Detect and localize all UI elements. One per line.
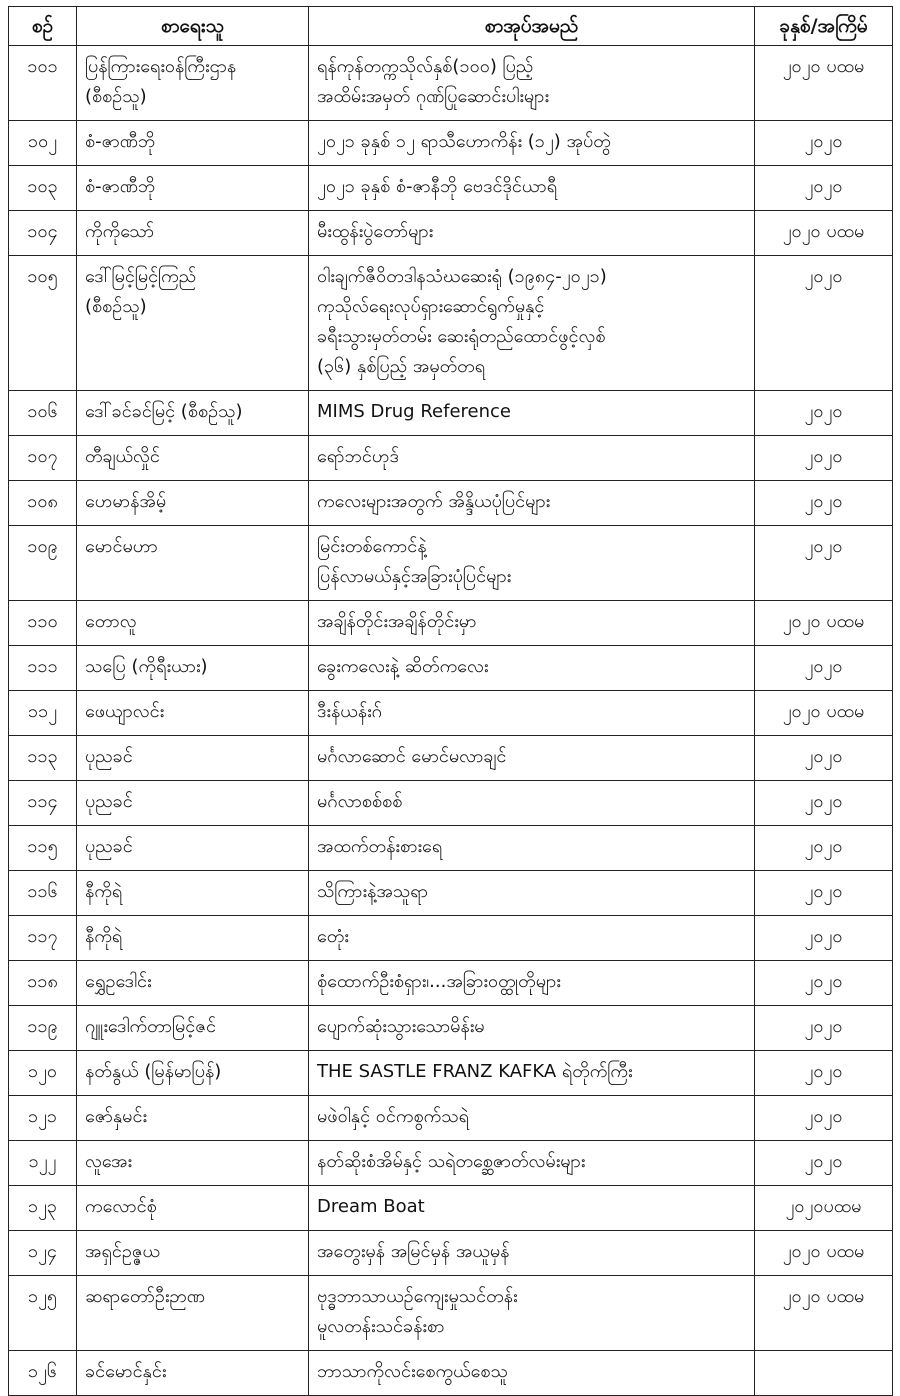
author-cell bbox=[77, 1276, 309, 1351]
row-number: ၁၁၂ bbox=[9, 691, 77, 736]
title-line: နတ်ဆိုးစံအိမ်နှင့် သရဲတစ္ဆေဇာတ်လမ်းများ bbox=[317, 1151, 586, 1172]
author-cell bbox=[77, 121, 309, 166]
year-cell: ၂၀၂၀ bbox=[755, 256, 893, 391]
row-number: ၁၂၁ bbox=[9, 1096, 77, 1141]
year-cell: ၂၀၂၀ ပထမ bbox=[755, 601, 893, 646]
title-line: ဝါးချက်ဇီဝိတဒါနသံဃဆေးရုံ (၁၉၈၄-၂၀၂၁) bbox=[317, 266, 607, 287]
author-line: ပုညခင် bbox=[85, 791, 133, 812]
title-line: ၂၀၂၁ ခုနှစ် စံ-ဇာနီဘို ဗေဒင်ဒိုင်ယာရီ bbox=[317, 176, 558, 197]
title-cell bbox=[309, 1096, 755, 1141]
title-line: (၃၆) နှစ်ပြည့် အမှတ်တရ bbox=[317, 356, 486, 377]
author-cell bbox=[77, 916, 309, 961]
author-line: ကိုကိုသော် bbox=[85, 221, 155, 242]
table-row bbox=[9, 1186, 893, 1231]
row-number: ၁၂၄ bbox=[9, 1231, 77, 1276]
title-line: တေုံး bbox=[317, 926, 349, 947]
title-cell bbox=[309, 436, 755, 481]
year-cell: ၂၀၂၀ ပထမ bbox=[755, 1231, 893, 1276]
title-cell bbox=[309, 646, 755, 691]
year-cell: ၂၀၂၀ bbox=[755, 391, 893, 436]
title-line: မဖဲဝါနှင့် ဝင်ကစွက်သရဲ bbox=[317, 1106, 469, 1127]
title-line: ကုသိုလ်ရေးလုပ်ရှားဆောင်ရွက်မှုနှင့် bbox=[317, 296, 545, 317]
author-line: ကလောင်စုံ bbox=[85, 1196, 157, 1217]
author-cell bbox=[77, 1006, 309, 1051]
title-cell bbox=[309, 211, 755, 256]
title-line: ကလေးများအတွက် အိန္ဒိယပုံပြင်များ bbox=[317, 491, 551, 512]
title-line: ခရီးသွားမှတ်တမ်း ဆေးရုံတည်ထောင်ဖွင့်လှစ် bbox=[317, 326, 606, 347]
author-cell bbox=[77, 1186, 309, 1231]
title-cell bbox=[309, 1141, 755, 1186]
title-line: မီးထွန်းပွဲတော်များ bbox=[317, 221, 434, 242]
author-line: လူအေး bbox=[85, 1151, 133, 1172]
table-row bbox=[9, 481, 893, 526]
row-number: ၁၁၉ bbox=[9, 1006, 77, 1051]
title-cell bbox=[309, 601, 755, 646]
table-row bbox=[9, 1051, 893, 1096]
header-row bbox=[9, 7, 893, 46]
row-number: ၁၀၈ bbox=[9, 481, 77, 526]
table-row bbox=[9, 1231, 893, 1276]
table-row bbox=[9, 211, 893, 256]
year-cell: ၂၀၂၀ပထမ bbox=[755, 1186, 893, 1231]
title-cell bbox=[309, 1051, 755, 1096]
title-line: အတွေးမှန် အမြင်မှန် အယူမှန် bbox=[317, 1241, 510, 1262]
row-number: ၁၁၄ bbox=[9, 781, 77, 826]
title-line: ပြန်လာမယ်နှင့်အခြားပုံပြင်များ bbox=[317, 566, 512, 587]
author-cell bbox=[77, 391, 309, 436]
title-cell bbox=[309, 1351, 755, 1396]
title-cell bbox=[309, 736, 755, 781]
author-cell bbox=[77, 646, 309, 691]
author-line: နီကိုရဲ bbox=[85, 926, 123, 947]
title-line: ဘာသာကိုလင်းစေကွယ်စေသူ bbox=[317, 1361, 508, 1382]
year-cell: ၂၀၂၀ ပထမ bbox=[755, 211, 893, 256]
year-cell: ၂၀၂၀ bbox=[755, 736, 893, 781]
title-line: Dream Boat bbox=[317, 1196, 425, 1217]
author-cell bbox=[77, 1141, 309, 1186]
row-number: ၁၁၁ bbox=[9, 646, 77, 691]
header-year: ခုနှစ်/အကြိမ် bbox=[755, 7, 893, 46]
table-row bbox=[9, 826, 893, 871]
row-number: ၁၁၆ bbox=[9, 871, 77, 916]
author-cell bbox=[77, 481, 309, 526]
table-row bbox=[9, 436, 893, 481]
row-number: ၁၀၁ bbox=[9, 46, 77, 121]
title-line: မြင်းတစ်ကောင်နဲ့ bbox=[317, 536, 427, 557]
title-cell bbox=[309, 1186, 755, 1231]
title-line: သိကြားနဲ့အသူရာ bbox=[317, 881, 428, 902]
year-cell: ၂၀၂၀ bbox=[755, 916, 893, 961]
table-row bbox=[9, 256, 893, 391]
title-cell bbox=[309, 481, 755, 526]
year-cell: ၂၀၂၀ bbox=[755, 121, 893, 166]
table-row bbox=[9, 691, 893, 736]
author-line: ဇော်နှမင်း bbox=[85, 1106, 148, 1127]
author-line: ဆရာတော်ဦးဉာဏ bbox=[85, 1286, 205, 1307]
row-number: ၁၂၆ bbox=[9, 1351, 77, 1396]
title-line: အထက်တန်းစားရေ bbox=[317, 836, 443, 857]
title-cell bbox=[309, 871, 755, 916]
author-line: သပြေ (ကိုရီးယား) bbox=[85, 656, 208, 677]
table-row bbox=[9, 781, 893, 826]
title-line: ၂၀၂၁ ခုနှစ် ၁၂ ရာသီဟောကိန်း (၁၂) အုပ်တွဲ bbox=[317, 131, 611, 152]
author-line: ဒေါ်မြင့်မြင့်ကြည် bbox=[85, 266, 197, 287]
year-cell: ၂၀၂၀ bbox=[755, 826, 893, 871]
year-cell: ၂၀၂၀ bbox=[755, 1141, 893, 1186]
title-line: MIMS Drug Reference bbox=[317, 401, 511, 422]
year-cell: ၂၀၂၀ bbox=[755, 436, 893, 481]
table-row bbox=[9, 526, 893, 601]
year-cell: ၂၀၂၀ ပထမ bbox=[755, 46, 893, 121]
author-cell bbox=[77, 601, 309, 646]
author-cell bbox=[77, 46, 309, 121]
author-line: ပြန်ကြားရေးဝန်ကြီးဌာန bbox=[85, 56, 237, 77]
row-number: ၁၀၃ bbox=[9, 166, 77, 211]
title-line: အချိန်တိုင်းအချိန်တိုင်းမှာ bbox=[317, 611, 477, 632]
author-line: ခင်မောင်နှင်း bbox=[85, 1361, 167, 1382]
title-cell bbox=[309, 961, 755, 1006]
year-cell: ၂၀၂၀ ပထမ bbox=[755, 691, 893, 736]
year-cell: ၂၀၂၀ bbox=[755, 481, 893, 526]
author-line: (စီစဉ်သူ) bbox=[85, 296, 147, 317]
author-line: တောလူ bbox=[85, 611, 137, 632]
author-cell bbox=[77, 1231, 309, 1276]
year-cell: ၂၀၂၀ bbox=[755, 1051, 893, 1096]
table-row bbox=[9, 46, 893, 121]
author-cell bbox=[77, 781, 309, 826]
author-cell bbox=[77, 1051, 309, 1096]
author-line: ပုညခင် bbox=[85, 836, 133, 857]
table-row bbox=[9, 166, 893, 211]
author-line: နီကိုရဲ bbox=[85, 881, 123, 902]
author-cell bbox=[77, 256, 309, 391]
row-number: ၁၁၇ bbox=[9, 916, 77, 961]
author-line: ဟေမာန်အိမ့် bbox=[85, 491, 167, 512]
title-cell bbox=[309, 46, 755, 121]
year-cell: ၂၀၂၀ bbox=[755, 1096, 893, 1141]
author-line: (စီစဉ်သူ) bbox=[85, 86, 147, 107]
title-cell bbox=[309, 826, 755, 871]
author-line: ဒေါ်ခင်ခင်မြင့် (စီစဉ်သူ) bbox=[85, 401, 243, 422]
year-cell bbox=[755, 1351, 893, 1396]
title-line: စုံထောက်ဦးစံရှား၊...အခြားဝတ္ထုတိုများ bbox=[317, 971, 561, 992]
table-row bbox=[9, 391, 893, 436]
author-line: ဖေယျာလင်း bbox=[85, 701, 165, 722]
row-number: ၁၀၅ bbox=[9, 256, 77, 391]
row-number: ၁၁၃ bbox=[9, 736, 77, 781]
year-cell: ၂၀၂၀ bbox=[755, 646, 893, 691]
title-cell bbox=[309, 1276, 755, 1351]
row-number: ၁၂၂ bbox=[9, 1141, 77, 1186]
title-cell bbox=[309, 121, 755, 166]
year-cell: ၂၀၂၀ ပထမ bbox=[755, 1276, 893, 1351]
year-cell: ၂၀၂၀ bbox=[755, 1006, 893, 1051]
table-row bbox=[9, 121, 893, 166]
row-number: ၁၀၄ bbox=[9, 211, 77, 256]
author-line: စံ-ဇာဏီဘို bbox=[85, 131, 156, 152]
table-row bbox=[9, 916, 893, 961]
author-line: ဂျူးဒေါက်တာမြင့်ဇင် bbox=[85, 1016, 216, 1037]
title-line: ဒီးန်ယန်းဂ် bbox=[317, 701, 382, 722]
title-cell bbox=[309, 691, 755, 736]
table-row bbox=[9, 961, 893, 1006]
author-line: စံ-ဇာဏီဘို bbox=[85, 176, 156, 197]
row-number: ၁၀၇ bbox=[9, 436, 77, 481]
row-number: ၁၂၅ bbox=[9, 1276, 77, 1351]
row-number: ၁၁၀ bbox=[9, 601, 77, 646]
title-cell bbox=[309, 781, 755, 826]
author-cell bbox=[77, 961, 309, 1006]
title-cell bbox=[309, 391, 755, 436]
header-title: စာအုပ်အမည် bbox=[309, 7, 755, 46]
author-cell bbox=[77, 166, 309, 211]
author-line: မောင်မဟာ bbox=[85, 536, 158, 557]
author-line: ပုညခင် bbox=[85, 746, 133, 767]
title-line: ရော်ဘင်ဟုဒ် bbox=[317, 446, 399, 467]
author-line: တီချယ်လှိုင် bbox=[85, 446, 160, 467]
table-row bbox=[9, 1096, 893, 1141]
author-line: အရှင်ဥဇ္ဇယ bbox=[85, 1241, 161, 1262]
row-number: ၁၀၆ bbox=[9, 391, 77, 436]
author-cell bbox=[77, 871, 309, 916]
title-line: ပျောက်ဆုံးသွားသောမိန်းမ bbox=[317, 1016, 485, 1037]
table-row bbox=[9, 1006, 893, 1051]
author-cell bbox=[77, 436, 309, 481]
header-number: စဉ် bbox=[9, 7, 77, 46]
author-cell bbox=[77, 211, 309, 256]
title-cell bbox=[309, 1006, 755, 1051]
table-row bbox=[9, 601, 893, 646]
author-cell bbox=[77, 826, 309, 871]
row-number: ၁၀၉ bbox=[9, 526, 77, 601]
title-line: မင်္ဂလာဆောင် မောင်မလာချင် bbox=[317, 746, 507, 767]
row-number: ၁၂၀ bbox=[9, 1051, 77, 1096]
author-cell bbox=[77, 526, 309, 601]
table-row bbox=[9, 871, 893, 916]
table-body bbox=[9, 46, 893, 1396]
title-line: ခွေးကလေးနဲ့ ဆိတ်ကလေး bbox=[317, 656, 489, 677]
author-cell bbox=[77, 691, 309, 736]
book-list-table bbox=[8, 6, 893, 1396]
header-author: စာရေးသူ bbox=[77, 7, 309, 46]
row-number: ၁၀၂ bbox=[9, 121, 77, 166]
table-row bbox=[9, 1141, 893, 1186]
title-cell bbox=[309, 166, 755, 211]
row-number: ၁၁၈ bbox=[9, 961, 77, 1006]
title-cell bbox=[309, 1231, 755, 1276]
title-cell bbox=[309, 256, 755, 391]
author-cell bbox=[77, 1351, 309, 1396]
title-line: အထိမ်းအမှတ် ဂုဏ်ပြုဆောင်းပါးများ bbox=[317, 86, 550, 107]
author-cell bbox=[77, 1096, 309, 1141]
year-cell: ၂၀၂၀ bbox=[755, 166, 893, 211]
year-cell: ၂၀၂၀ bbox=[755, 781, 893, 826]
title-cell bbox=[309, 916, 755, 961]
title-line: ဗုဒ္ဓဘာသာယဉ်ကျေးမှုသင်တန်း bbox=[317, 1286, 518, 1307]
title-line: မင်္ဂလာစစ်စစ် bbox=[317, 791, 403, 812]
year-cell: ၂၀၂၀ bbox=[755, 871, 893, 916]
title-cell bbox=[309, 526, 755, 601]
author-line: နတ်နွယ် (မြန်မာပြန်) bbox=[85, 1061, 222, 1082]
author-cell bbox=[77, 736, 309, 781]
table-row bbox=[9, 1276, 893, 1351]
table-row bbox=[9, 736, 893, 781]
title-line: မူလတန်းသင်ခန်းစာ bbox=[317, 1316, 445, 1337]
table-row bbox=[9, 646, 893, 691]
title-line: ရန်ကုန်တက္ကသိုလ်နှစ်(၁၀၀) ပြည့် bbox=[317, 56, 534, 77]
table-row bbox=[9, 1351, 893, 1396]
row-number: ၁၁၅ bbox=[9, 826, 77, 871]
year-cell: ၂၀၂၀ bbox=[755, 526, 893, 601]
year-cell: ၂၀၂၀ bbox=[755, 961, 893, 1006]
title-line: THE SASTLE FRANZ KAFKA ရဲတိုက်ကြီး bbox=[317, 1061, 633, 1082]
author-line: ရွှေဥဒေါင်း bbox=[85, 971, 152, 992]
row-number: ၁၂၃ bbox=[9, 1186, 77, 1231]
